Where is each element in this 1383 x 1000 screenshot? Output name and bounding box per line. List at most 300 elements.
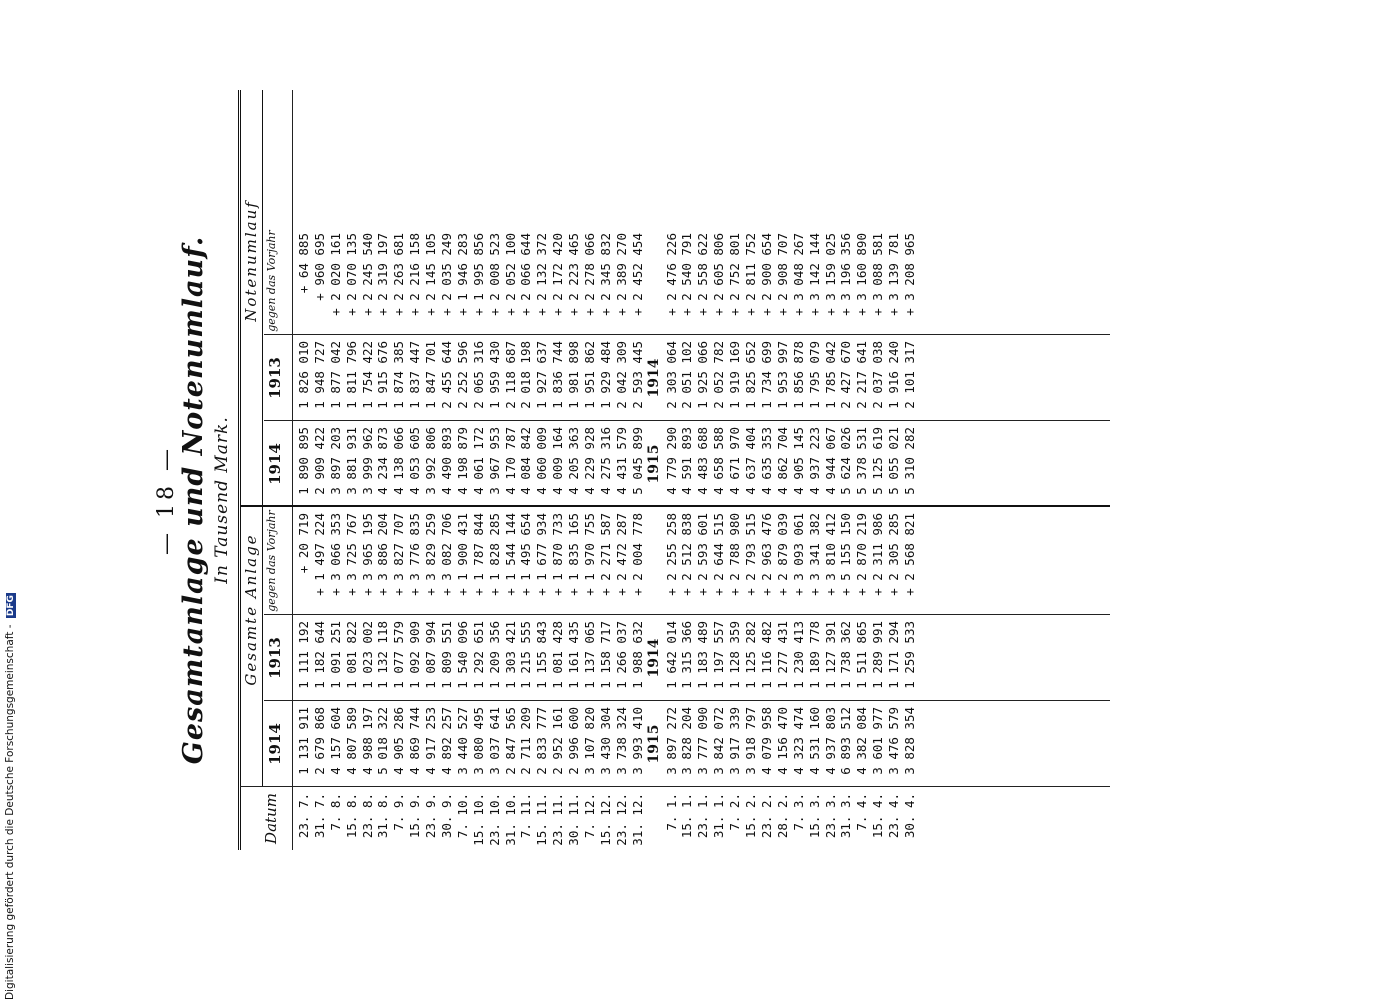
table-cell: 4 198 879 [454, 427, 470, 495]
table-cell: 7. 1. [663, 793, 679, 831]
table-cell: 2 051 102 [679, 341, 695, 409]
table-cell: 3 967 953 [486, 427, 502, 495]
table-cell: 4 079 958 [758, 707, 774, 775]
table-cell: 7. 10. [454, 793, 470, 839]
table-cell: + 2 020 161 [327, 233, 343, 316]
table-cell: 5 045 899 [629, 427, 645, 495]
table-cell: 2 118 687 [502, 341, 518, 409]
table-cell: 2 018 198 [518, 341, 534, 409]
table-cell: + 20 719 [296, 513, 311, 574]
table-cell: 1 847 701 [423, 341, 439, 409]
table-cell: + 3 142 144 [806, 233, 822, 316]
table-cell: 6 893 512 [838, 707, 854, 775]
header-1914-b: 1914 [266, 443, 284, 485]
table-cell: + 2 255 258 [663, 513, 679, 596]
table-cell: 4 053 605 [407, 427, 423, 495]
table-cell: 1 303 421 [502, 621, 518, 689]
table-cell: 1 077 579 [391, 621, 407, 689]
table-row [614, 90, 630, 850]
table-cell: 1 161 435 [566, 621, 582, 689]
table-cell: + 2 004 778 [629, 513, 645, 596]
table-cell: + 1 995 856 [470, 233, 486, 316]
table-cell: 1 754 422 [359, 341, 375, 409]
table-cell: 1 111 192 [296, 621, 311, 689]
table-cell: 23. 7. [296, 793, 311, 839]
year-label [646, 507, 664, 615]
table-cell: 4 635 353 [758, 427, 774, 495]
table-cell: 4 937 803 [822, 707, 838, 775]
table-cell: 3 430 304 [597, 707, 613, 775]
table-cell: + 1 835 165 [566, 513, 582, 596]
table-cell: 7. 4. [854, 793, 870, 831]
table-cell: 1 877 042 [327, 341, 343, 409]
table-cell: + 2 605 806 [711, 233, 727, 316]
table-cell: 7. 12. [582, 793, 598, 839]
group-header-noten: Notenumlauf [242, 200, 260, 322]
table-cell: + 3 159 025 [822, 233, 838, 316]
credit-text: Digitalisierung gefördert durch die Deutsche Forschungsgemeinschaft - [4, 624, 16, 1000]
table-cell: 4 779 290 [663, 427, 679, 495]
table-cell: 1 132 118 [375, 621, 391, 689]
table-cell: 3 999 962 [359, 427, 375, 495]
table-cell: 7. 2. [727, 793, 743, 831]
table-cell: 2 037 038 [870, 341, 886, 409]
table-cell: 1 087 994 [423, 621, 439, 689]
table-cell: 1 266 037 [613, 621, 629, 689]
table-cell: + 3 088 581 [870, 233, 886, 316]
table-cell: 5 378 531 [854, 427, 870, 495]
table-cell: 23. 9. [423, 793, 439, 839]
table-cell: 4 483 688 [695, 427, 711, 495]
page-number: — 18 — [154, 445, 179, 555]
table-cell: 1 919 169 [727, 341, 743, 409]
table-cell: + 1 544 144 [502, 513, 518, 596]
table-cell: + 2 476 226 [663, 233, 679, 316]
table-cell: 2 427 670 [838, 341, 854, 409]
table-cell: 31. 10. [502, 793, 518, 846]
table-cell: + 2 070 135 [343, 233, 359, 316]
table-cell: + 2 245 540 [359, 233, 375, 316]
table-row [407, 90, 423, 850]
table-cell: 28. 2. [774, 793, 790, 839]
table-cell: 1 292 651 [470, 621, 486, 689]
table-cell: 1 511 865 [854, 621, 870, 689]
table-cell: + 64 885 [296, 233, 311, 294]
table-cell: 4 658 588 [711, 427, 727, 495]
table-cell: 4 275 316 [597, 427, 613, 495]
table-cell: + 1 497 224 [311, 513, 327, 596]
table-cell: 30. 9. [439, 793, 455, 839]
table-cell: 15. 11. [534, 793, 550, 846]
table-cell: 1 929 484 [597, 341, 613, 409]
table-cell: 30. 4. [901, 793, 917, 839]
header-1913-b: 1913 [266, 357, 284, 399]
table-cell: + 2 066 644 [518, 233, 534, 316]
table-cell: + 3 776 835 [407, 513, 423, 596]
table-cell: 5 310 282 [901, 427, 917, 495]
table-cell: + 2 908 707 [774, 233, 790, 316]
table-row [566, 90, 582, 850]
table-cell: 2 065 316 [470, 341, 486, 409]
table-cell: 4 531 160 [806, 707, 822, 775]
table-cell: 1 116 482 [758, 621, 774, 689]
table-cell: 1 811 796 [343, 341, 359, 409]
table-row [487, 90, 503, 850]
table-cell: 1 209 356 [486, 621, 502, 689]
table-cell: 3 897 272 [663, 707, 679, 775]
table-cell: 31. 3. [838, 793, 854, 839]
year-label [646, 227, 664, 335]
header-date: Datum [262, 793, 280, 844]
table-cell: + 3 725 767 [343, 513, 359, 596]
table-cell: + 3 066 353 [327, 513, 343, 596]
table-cell: + 5 155 150 [838, 513, 854, 596]
table-row [823, 90, 839, 850]
table-cell: + 2 172 420 [550, 233, 566, 316]
table-cell: 15. 10. [470, 793, 486, 846]
table-cell: 1 540 096 [454, 621, 470, 689]
table-cell: + 3 341 382 [806, 513, 822, 596]
table-cell: 2 679 868 [311, 707, 327, 775]
rotated-page [140, 0, 1240, 1000]
table-cell: 1 734 699 [758, 341, 774, 409]
table-cell: 30. 11. [566, 793, 582, 846]
table-row [727, 90, 743, 850]
table-row [518, 90, 534, 850]
table-cell: 15. 2. [743, 793, 759, 839]
table-cell: 1 127 391 [822, 621, 838, 689]
table-cell: 4 917 253 [423, 707, 439, 775]
table-cell: 1 215 555 [518, 621, 534, 689]
table-cell: 1 023 002 [359, 621, 375, 689]
table-cell: 4 170 787 [502, 427, 518, 495]
table-cell: + 2 811 752 [743, 233, 759, 316]
table-cell: 1 948 727 [311, 341, 327, 409]
table-cell: 3 918 797 [743, 707, 759, 775]
table-cell: 7. 9. [391, 793, 407, 831]
dfg-logo: DFG [6, 595, 16, 617]
table-cell: + 1 900 431 [454, 513, 470, 596]
table-row [344, 90, 360, 850]
table-cell: 3 107 820 [582, 707, 598, 775]
table-cell: 4 905 286 [391, 707, 407, 775]
page-subtitle: In Tausend Mark. [212, 416, 232, 584]
table-cell: 7. 11. [518, 793, 534, 839]
group-header-gesamt: Gesamte Anlage [242, 533, 260, 686]
table-row [439, 90, 455, 850]
table-row [870, 90, 886, 850]
header-1914-a: 1914 [266, 723, 284, 765]
year-label [646, 787, 664, 850]
table-cell: 1 981 898 [566, 341, 582, 409]
table-row [759, 90, 775, 850]
table-cell: 4 862 704 [774, 427, 790, 495]
table-cell: 1 856 878 [790, 341, 806, 409]
table-cell: 15. 12. [597, 793, 613, 846]
page-title: Gesamtanlage und Notenumlauf. [178, 235, 209, 765]
table-cell: + 2 132 372 [534, 233, 550, 316]
table-cell: 1 128 359 [727, 621, 743, 689]
table-row [775, 90, 791, 850]
table-row [375, 90, 391, 850]
table-cell: + 1 946 283 [454, 233, 470, 316]
table-cell: 4 009 164 [550, 427, 566, 495]
table-cell: 1 785 042 [822, 341, 838, 409]
table-row [312, 90, 328, 850]
table-cell: + 3 048 267 [790, 233, 806, 316]
table-cell: 2 996 600 [566, 707, 582, 775]
table-cell: 4 490 893 [439, 427, 455, 495]
table-cell: 23. 8. [359, 793, 375, 839]
table-cell: 23. 2. [758, 793, 774, 839]
table-cell: 5 125 619 [870, 427, 886, 495]
table-cell: 4 637 404 [743, 427, 759, 495]
table-cell: + 1 828 285 [486, 513, 502, 596]
table-cell: + 2 271 587 [597, 513, 613, 596]
table-cell: 1 131 911 [296, 707, 311, 775]
table-cell: 5 055 021 [886, 427, 902, 495]
table-cell: 3 842 072 [711, 707, 727, 775]
table-row [854, 90, 870, 850]
table-row [711, 90, 727, 850]
table-cell: 1 809 551 [439, 621, 455, 689]
table-cell: 1 197 557 [711, 621, 727, 689]
table-cell: 1 925 066 [695, 341, 711, 409]
table-row [534, 90, 550, 850]
table-cell: 4 869 744 [407, 707, 423, 775]
table-cell: + 2 644 515 [711, 513, 727, 596]
header-rule [292, 90, 293, 850]
table-cell: 4 084 842 [518, 427, 534, 495]
table-row [791, 90, 807, 850]
table-cell: 1 927 637 [534, 341, 550, 409]
table-cell: 1 230 413 [790, 621, 806, 689]
table-cell: 15. 9. [407, 793, 423, 839]
table-cell: + 1 787 844 [470, 513, 486, 596]
table-cell: 7. 8. [327, 793, 343, 831]
table-cell: + 2 345 832 [597, 233, 613, 316]
table-cell: + 2 452 454 [629, 233, 645, 316]
table-cell: 4 138 066 [391, 427, 407, 495]
table-cell: 2 909 422 [311, 427, 327, 495]
table-cell: 3 828 354 [901, 707, 917, 775]
table-cell: 2 252 596 [454, 341, 470, 409]
table-cell: + 960 695 [311, 233, 327, 301]
table-cell: + 1 677 934 [534, 513, 550, 596]
table-row [598, 90, 614, 850]
table-cell: 31. 8. [375, 793, 391, 839]
table-cell: 1 825 652 [743, 341, 759, 409]
table-row [695, 90, 711, 850]
table-cell: + 3 829 259 [423, 513, 439, 596]
table-cell: 3 881 931 [343, 427, 359, 495]
table-cell: 2 455 644 [439, 341, 455, 409]
table-cell: 3 992 806 [423, 427, 439, 495]
table-cell: + 2 311 986 [870, 513, 886, 596]
table-cell: 23. 10. [486, 793, 502, 846]
table-cell: 4 205 363 [566, 427, 582, 495]
table-cell: 4 323 474 [790, 707, 806, 775]
table-row [391, 90, 407, 850]
table-row [550, 90, 566, 850]
table-cell: + 3 886 204 [375, 513, 391, 596]
table-cell: 1 183 489 [695, 621, 711, 689]
table-cell: 31. 12. [629, 793, 645, 846]
table-cell: + 1 870 733 [550, 513, 566, 596]
table-cell: + 3 196 356 [838, 233, 854, 316]
header-diff-a: gegen das Vorjahr [265, 510, 278, 612]
table-cell: + 3 965 195 [359, 513, 375, 596]
table-cell: + 2 008 523 [486, 233, 502, 316]
table-cell: 4 157 604 [327, 707, 343, 775]
year-divider-row [646, 90, 664, 850]
table-cell: + 3 082 706 [439, 513, 455, 596]
table-cell: + 2 512 838 [679, 513, 695, 596]
table-cell: 3 897 203 [327, 427, 343, 495]
table-cell: + 2 145 105 [423, 233, 439, 316]
table-cell: + 2 793 515 [743, 513, 759, 596]
table-cell: + 2 752 801 [727, 233, 743, 316]
table-cell: 4 234 873 [375, 427, 391, 495]
table-cell: 1 092 909 [407, 621, 423, 689]
table-cell: 3 917 339 [727, 707, 743, 775]
table-cell: 31. 7. [311, 793, 327, 839]
header-1913-a: 1913 [266, 637, 284, 679]
table-cell: 1 738 362 [838, 621, 854, 689]
table-cell: 23. 1. [695, 793, 711, 839]
table-cell: 1 916 240 [886, 341, 902, 409]
table-cell: 4 671 970 [727, 427, 743, 495]
table-cell: 2 042 309 [613, 341, 629, 409]
year-label: 1914 [645, 358, 662, 398]
footer-credit [4, 595, 18, 1000]
table-cell: 4 988 197 [359, 707, 375, 775]
table-cell: 1 155 843 [534, 621, 550, 689]
table-cell: 2 833 777 [534, 707, 550, 775]
table-cell: 4 382 084 [854, 707, 870, 775]
table-cell: 4 431 579 [613, 427, 629, 495]
group-underline [262, 432, 263, 787]
table-cell: 1 289 991 [870, 621, 886, 689]
table-cell: + 2 223 465 [566, 233, 582, 316]
table-cell: + 1 495 654 [518, 513, 534, 596]
table-cell: 1 915 676 [375, 341, 391, 409]
table-cell: 5 624 026 [838, 427, 854, 495]
data-table [296, 90, 918, 850]
table-row [503, 90, 519, 850]
table-cell: 1 959 430 [486, 341, 502, 409]
table-cell: 15. 3. [806, 793, 822, 839]
table-row [886, 90, 902, 850]
table-row [328, 90, 344, 850]
table-cell: 2 217 641 [854, 341, 870, 409]
table-cell: 15. 8. [343, 793, 359, 839]
group-underline [262, 90, 263, 432]
top-rule [238, 90, 241, 850]
table-cell: 1 795 079 [806, 341, 822, 409]
table-cell: + 2 879 039 [774, 513, 790, 596]
table-cell: 15. 4. [870, 793, 886, 839]
table-row [679, 90, 695, 850]
table-cell: + 2 263 681 [391, 233, 407, 316]
table-cell: 4 937 223 [806, 427, 822, 495]
table-cell: 1 953 997 [774, 341, 790, 409]
table-cell: 23. 12. [613, 793, 629, 846]
table-cell: 1 890 895 [296, 427, 311, 495]
table-cell: + 2 558 622 [695, 233, 711, 316]
table-cell: 3 601 977 [870, 707, 886, 775]
table-cell: 31. 1. [711, 793, 727, 839]
table-cell: 23. 11. [550, 793, 566, 846]
table-row [582, 90, 598, 850]
table-cell: + 3 139 781 [886, 233, 902, 316]
table-cell: 4 892 257 [439, 707, 455, 775]
table-cell: 1 081 822 [343, 621, 359, 689]
year-label: 1914 [645, 638, 662, 678]
table-row [423, 90, 439, 850]
table-cell: 3 476 579 [886, 707, 902, 775]
table-cell: 3 440 527 [454, 707, 470, 775]
table-cell: + 2 788 980 [727, 513, 743, 596]
table-cell: 2 593 445 [629, 341, 645, 409]
table-row [664, 90, 680, 850]
table-cell: 3 080 495 [470, 707, 486, 775]
table-cell: 4 591 893 [679, 427, 695, 495]
table-cell: 23. 3. [822, 793, 838, 839]
table-cell: + 2 568 821 [901, 513, 917, 596]
table-cell: + 2 472 287 [613, 513, 629, 596]
table-cell: 1 988 632 [629, 621, 645, 689]
table-cell: 1 951 862 [582, 341, 598, 409]
year-label: 1915 [645, 724, 662, 764]
table-cell: + 2 389 270 [613, 233, 629, 316]
table-cell: + 3 810 412 [822, 513, 838, 596]
table-row [902, 90, 918, 850]
table-cell: + 2 870 219 [854, 513, 870, 596]
header-diff-b: gegen das Vorjahr [265, 230, 278, 332]
table-cell: + 2 319 197 [375, 233, 391, 316]
table-cell: 1 837 447 [407, 341, 423, 409]
table-cell: 1 081 428 [550, 621, 566, 689]
table-cell: 15. 1. [679, 793, 695, 839]
table-cell: 1 125 282 [743, 621, 759, 689]
table-cell: + 2 593 601 [695, 513, 711, 596]
table-row [630, 90, 646, 850]
table-cell: + 2 278 066 [582, 233, 598, 316]
table-row [807, 90, 823, 850]
table-row [471, 90, 487, 850]
table-cell: + 3 208 965 [901, 233, 917, 316]
table-row [296, 90, 312, 850]
table-cell: 1 836 744 [550, 341, 566, 409]
table-cell: + 3 160 890 [854, 233, 870, 316]
table-cell: 4 060 009 [534, 427, 550, 495]
table-cell: 3 777 090 [695, 707, 711, 775]
table-row [360, 90, 376, 850]
table-row [743, 90, 759, 850]
table-cell: 1 277 431 [774, 621, 790, 689]
table-cell: + 2 900 654 [758, 233, 774, 316]
table-cell: 5 018 322 [375, 707, 391, 775]
table-cell: + 3 827 707 [391, 513, 407, 596]
table-cell: + 2 035 249 [439, 233, 455, 316]
table-cell: 1 182 644 [311, 621, 327, 689]
table-cell: 2 101 317 [901, 341, 917, 409]
table-cell: 3 828 204 [679, 707, 695, 775]
table-cell: 2 303 064 [663, 341, 679, 409]
table-cell: 1 315 366 [679, 621, 695, 689]
table-cell: 1 137 065 [582, 621, 598, 689]
